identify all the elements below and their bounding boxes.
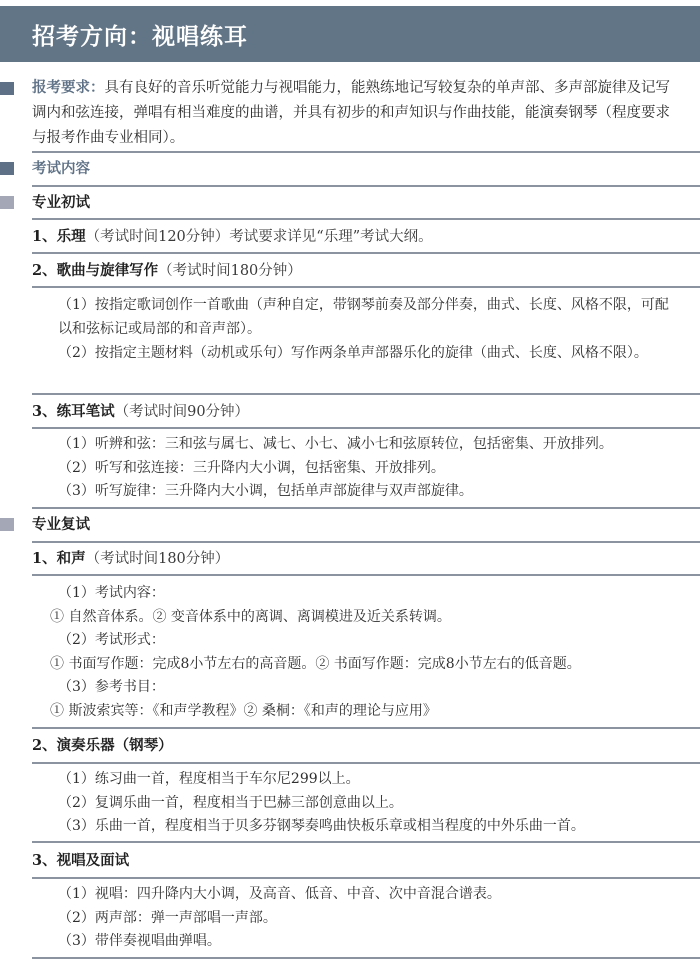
page-title: 招考方向：视唱练耳 bbox=[32, 23, 248, 50]
item-harmony: 1、和声（考试时间180分钟） bbox=[32, 550, 230, 567]
divider bbox=[32, 427, 700, 429]
divider bbox=[32, 841, 700, 843]
divider bbox=[32, 957, 700, 959]
song-writing-details bbox=[58, 293, 680, 365]
divider bbox=[32, 877, 700, 879]
divider bbox=[32, 218, 700, 220]
section-marker bbox=[0, 162, 14, 175]
divider bbox=[32, 762, 700, 764]
detail-line: （1）按指定歌词创作一首歌曲（声种自定，带钢琴前奏及部分伴奏，曲式、长度、风格不限，可配以和弦标记或局部的和音声部）。 bbox=[58, 297, 669, 337]
item-ear-training-written: 3、练耳笔试（考试时间90分钟） bbox=[32, 403, 250, 420]
detail-line: （1）视唱：四升降内大小调，及高音、低音、中音、次中音混合谱表。 bbox=[58, 886, 501, 902]
item-sight-singing-interview: 3、视唱及面试 bbox=[32, 852, 130, 869]
preliminary-heading: 专业初试 bbox=[32, 194, 90, 211]
divider bbox=[32, 286, 700, 288]
divider bbox=[32, 185, 700, 187]
detail-line: （3）参考书目： bbox=[58, 679, 165, 695]
requirement-text: 具有良好的音乐听觉能力与视唱能力，能熟练地记写较复杂的单声部、多声部旋律及记写调内和弦连接，弹唱有相当难度的曲谱，并具有初步的和声知识与作曲技能，能演奏钢琴（程度要求与报考作曲专业相同）。 bbox=[32, 80, 670, 146]
detail-line: （2）考试形式： bbox=[58, 632, 165, 648]
section-marker bbox=[0, 518, 14, 531]
detail-line: （3）带伴奏视唱曲弹唱。 bbox=[58, 933, 221, 949]
requirement-label: 报考要求： bbox=[32, 79, 105, 96]
divider bbox=[32, 151, 700, 153]
ear-training-details bbox=[58, 433, 680, 504]
detail-line: （2）复调乐曲一首，程度相当于巴赫三部创意曲以上。 bbox=[58, 794, 403, 811]
detail-line: （2）按指定主题材料（动机或乐句）写作两条单声部器乐化的旋律（曲式、长度、风格不限）。 bbox=[58, 345, 648, 361]
detail-line: （1）考试内容： bbox=[58, 585, 165, 601]
divider bbox=[32, 252, 700, 254]
harmony-details bbox=[50, 582, 680, 723]
instrument-details bbox=[58, 768, 680, 839]
divider bbox=[32, 507, 700, 509]
divider bbox=[32, 393, 700, 395]
detail-line: （2）两声部：弹一声部唱一声部。 bbox=[58, 909, 277, 926]
detail-line: （1）练习曲一首，程度相当于车尔尼299以上。 bbox=[58, 771, 360, 787]
divider bbox=[32, 574, 700, 576]
item-song-writing: 2、歌曲与旋律写作（考试时间180分钟） bbox=[32, 262, 302, 279]
retest-heading: 专业复试 bbox=[32, 516, 90, 533]
detail-line: ① 自然音体系。② 变音体系中的离调、离调模进及近关系转调。 bbox=[50, 608, 451, 625]
detail-line: （3）听写旋律：三升降内大小调，包括单声部旋律与双声部旋律。 bbox=[58, 483, 473, 499]
item-instrument: 2、演奏乐器（钢琴） bbox=[32, 737, 173, 754]
requirement-paragraph bbox=[32, 75, 680, 151]
divider bbox=[32, 727, 700, 729]
item-music-theory: 1、乐理（考试时间120分钟）考试要求详见“乐理”考试大纲。 bbox=[32, 228, 433, 245]
detail-line: （2）听写和弦连接：三升降内大小调，包括密集、开放排列。 bbox=[58, 459, 445, 476]
page-header bbox=[0, 6, 700, 62]
section-marker bbox=[0, 82, 14, 95]
exam-content-heading: 考试内容 bbox=[32, 160, 90, 177]
section-marker bbox=[0, 196, 14, 209]
detail-line: （1）听辨和弦：三和弦与属七、减七、小七、减小七和弦原转位，包括密集、开放排列。 bbox=[58, 436, 613, 452]
detail-line: ① 书面写作题：完成8小节左右的高音题。② 书面写作题：完成8小节左右的低音题。 bbox=[50, 655, 581, 672]
detail-line: ① 斯波索宾等：《和声学教程》② 桑桐：《和声的理论与应用》 bbox=[50, 702, 437, 719]
detail-line: （3）乐曲一首，程度相当于贝多芬钢琴奏鸣曲快板乐章或相当程度的中外乐曲一首。 bbox=[58, 818, 585, 834]
divider bbox=[32, 541, 700, 543]
sight-singing-details bbox=[58, 883, 680, 954]
